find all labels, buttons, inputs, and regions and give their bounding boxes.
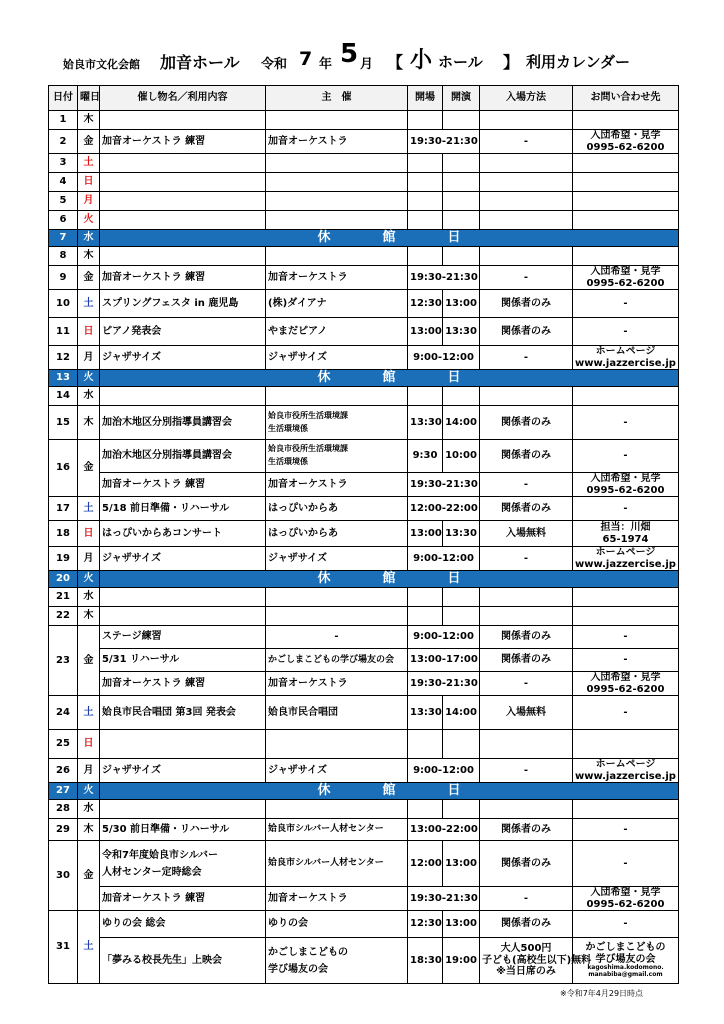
event-host xyxy=(266,440,408,473)
weekday: 金 xyxy=(78,130,100,154)
day-number: 26 xyxy=(49,759,78,783)
header-entry: 入場方法 xyxy=(480,86,573,111)
table-row xyxy=(49,547,679,571)
entry-method: 関係者のみ xyxy=(480,440,573,473)
open-time: 12:00 xyxy=(408,841,443,887)
table-row xyxy=(49,911,679,938)
weekday: 木 xyxy=(78,406,100,440)
day-number: 16 xyxy=(49,440,78,497)
event-time: 12:00-22:00 xyxy=(408,497,480,521)
year-suffix: 年 xyxy=(319,57,333,72)
event-host: 姶良市民合唱団 xyxy=(266,696,408,730)
weekday: 土 xyxy=(78,911,100,984)
contact-line: ホームページ xyxy=(595,346,656,357)
open-time: 13:30 xyxy=(408,696,443,730)
contact xyxy=(573,521,679,547)
event-host: かごしまこどもの学び場友の会 xyxy=(266,649,408,672)
month-number: 5 xyxy=(340,39,359,69)
open-time: 13:00 xyxy=(408,521,443,547)
event-name: 加音オーケストラ 練習 xyxy=(100,130,266,154)
closed-row xyxy=(49,783,679,800)
era-label: 令和 xyxy=(261,57,288,72)
open-time: 13:30 xyxy=(408,406,443,440)
contact-line: 0995-62-6200 xyxy=(586,277,665,289)
event-host: ジャザサイズ xyxy=(266,759,408,783)
closed-char: 日 xyxy=(447,369,461,385)
day-number: 28 xyxy=(49,800,78,819)
event-name-line: 令和7年度姶良市シルバー xyxy=(102,849,219,861)
event-host: やまだピアノ xyxy=(266,318,408,346)
entry-method: 関係者のみ xyxy=(480,406,573,440)
contact: - xyxy=(573,841,679,887)
calendar-title xyxy=(0,39,724,76)
contact-line: 入団希望・見学 xyxy=(590,130,661,141)
closed-char: 休 xyxy=(317,229,331,245)
weekday: 土 xyxy=(78,154,100,173)
event-host: (株)ダイアナ xyxy=(266,290,408,318)
contact-line: 65-1974 xyxy=(602,533,649,545)
closed-char: 館 xyxy=(382,229,396,245)
day-number: 31 xyxy=(49,911,78,984)
day-number: 8 xyxy=(49,247,78,266)
header-event: 催し物名／利用内容 xyxy=(100,86,266,111)
contact xyxy=(573,473,679,497)
weekday: 水 xyxy=(78,588,100,607)
start-time: 13:30 xyxy=(443,521,480,547)
contact-line: 0995-62-6200 xyxy=(586,898,665,910)
event-host: 加音オーケストラ xyxy=(266,887,408,911)
event-time: 19:30-21:30 xyxy=(408,266,480,290)
entry-method: - xyxy=(480,266,573,290)
entry-method: 入場無料 xyxy=(480,521,573,547)
weekday: 日 xyxy=(78,173,100,192)
event-name: 加音オーケストラ 練習 xyxy=(100,473,266,497)
event-host: 加音オーケストラ xyxy=(266,473,408,497)
month-suffix: 月 xyxy=(360,57,374,72)
start-time: 13:30 xyxy=(443,318,480,346)
table-row xyxy=(49,346,679,370)
closed-row xyxy=(49,571,679,588)
contact: - xyxy=(573,649,679,672)
table-row xyxy=(49,841,679,887)
day-number: 17 xyxy=(49,497,78,521)
open-time: 12:30 xyxy=(408,290,443,318)
closed-label xyxy=(100,230,679,247)
event-name: 加音オーケストラ 練習 xyxy=(100,266,266,290)
table-row xyxy=(49,473,679,497)
event-host: 加音オーケストラ xyxy=(266,266,408,290)
contact-line: 入団希望・見学 xyxy=(590,266,661,277)
event-name: 5/18 前日準備・リハーサル xyxy=(100,497,266,521)
table-row xyxy=(49,173,679,192)
table-row xyxy=(49,819,679,841)
contact: - xyxy=(573,440,679,473)
closed-label xyxy=(100,783,679,800)
event-name: 加治木地区分別指導員講習会 xyxy=(100,406,266,440)
event-time: 9:00-12:00 xyxy=(408,626,480,649)
contact-line: ホームページ xyxy=(595,759,656,770)
event-host: ゆりの会 xyxy=(266,911,408,938)
closed-char: 休 xyxy=(317,570,331,586)
table-row xyxy=(49,440,679,473)
weekday: 木 xyxy=(78,247,100,266)
contact-line: ホームページ xyxy=(595,547,656,558)
event-host: 姶良市シルバー人材センター xyxy=(266,841,408,887)
weekday: 月 xyxy=(78,346,100,370)
event-host: - xyxy=(266,626,408,649)
event-time: 19:30-21:30 xyxy=(408,130,480,154)
weekday: 火 xyxy=(78,211,100,230)
day-number: 1 xyxy=(49,111,78,130)
header-row xyxy=(49,86,679,111)
event-name: ジャザサイズ xyxy=(100,547,266,571)
host-line: 姶良市役所生活環境課 xyxy=(268,444,348,454)
calendar-label: 利用カレンダー xyxy=(526,53,631,71)
closed-char: 館 xyxy=(382,570,396,586)
contact xyxy=(573,759,679,783)
year-number: 7 xyxy=(299,48,313,70)
header-open: 開場 xyxy=(408,86,443,111)
event-name-line: 人材センター定時総会 xyxy=(102,866,202,878)
day-number: 11 xyxy=(49,318,78,346)
weekday: 日 xyxy=(78,521,100,547)
contact: - xyxy=(573,497,679,521)
hall-word: ホール xyxy=(438,53,483,71)
event-name xyxy=(100,841,266,887)
event-name: ピアノ発表会 xyxy=(100,318,266,346)
entry-method: 関係者のみ xyxy=(480,497,573,521)
entry-method: 関係者のみ xyxy=(480,318,573,346)
table-row xyxy=(49,759,679,783)
event-name: ジャザサイズ xyxy=(100,759,266,783)
closed-char: 日 xyxy=(447,570,461,586)
event-time: 19:30-21:30 xyxy=(408,473,480,497)
start-time: 14:00 xyxy=(443,406,480,440)
contact xyxy=(573,672,679,696)
contact xyxy=(573,266,679,290)
day-number: 21 xyxy=(49,588,78,607)
contact-line: www.jazzercise.jp xyxy=(575,770,676,782)
entry-method: - xyxy=(480,547,573,571)
day-number: 20 xyxy=(49,571,78,588)
entry-method: - xyxy=(480,672,573,696)
weekday: 水 xyxy=(78,230,100,247)
table-row xyxy=(49,497,679,521)
entry-method: - xyxy=(480,759,573,783)
contact: - xyxy=(573,626,679,649)
day-number: 30 xyxy=(49,841,78,911)
contact: - xyxy=(573,696,679,730)
contact-line: manabiba@gmail.com xyxy=(588,971,663,978)
contact-line: かごしまこどもの xyxy=(585,942,666,954)
table-row xyxy=(49,696,679,730)
weekday: 金 xyxy=(78,266,100,290)
open-time: 13:00 xyxy=(408,318,443,346)
weekday: 土 xyxy=(78,497,100,521)
event-time: 13:00-22:00 xyxy=(408,819,480,841)
day-number: 6 xyxy=(49,211,78,230)
entry-line: 子ども(高校生以下)無料 xyxy=(482,954,592,966)
event-name: 「夢みる校長先生」上映会 xyxy=(100,938,266,984)
table-row xyxy=(49,649,679,672)
closed-char: 日 xyxy=(447,782,461,798)
day-number: 24 xyxy=(49,696,78,730)
closed-char: 休 xyxy=(317,782,331,798)
weekday: 水 xyxy=(78,387,100,406)
closed-char: 休 xyxy=(317,369,331,385)
closed-char: 館 xyxy=(382,782,396,798)
table-row xyxy=(49,626,679,649)
start-time: 19:00 xyxy=(443,938,480,984)
weekday: 水 xyxy=(78,800,100,819)
closed-row xyxy=(49,230,679,247)
day-number: 4 xyxy=(49,173,78,192)
day-number: 14 xyxy=(49,387,78,406)
event-name: 姶良市民合唱団 第3回 発表会 xyxy=(100,696,266,730)
table-row xyxy=(49,154,679,173)
entry-method: - xyxy=(480,130,573,154)
open-time: 18:30 xyxy=(408,938,443,984)
start-time: 13:00 xyxy=(443,290,480,318)
contact-line: www.jazzercise.jp xyxy=(575,357,676,369)
event-name: 加音オーケストラ 練習 xyxy=(100,887,266,911)
event-host: 姶良市シルバー人材センター xyxy=(266,819,408,841)
weekday: 火 xyxy=(78,571,100,588)
host-line: 生活環境係 xyxy=(268,423,308,433)
table-row xyxy=(49,130,679,154)
day-number: 23 xyxy=(49,626,78,696)
contact: - xyxy=(573,318,679,346)
day-number: 25 xyxy=(49,730,78,759)
table-row xyxy=(49,588,679,607)
event-time: 13:00-17:00 xyxy=(408,649,480,672)
header-start: 開演 xyxy=(443,86,480,111)
header-host: 主 催 xyxy=(266,86,408,111)
weekday: 日 xyxy=(78,318,100,346)
header-contact: お問い合わせ先 xyxy=(573,86,679,111)
weekday: 月 xyxy=(78,547,100,571)
header-weekday: 曜日 xyxy=(78,86,100,111)
weekday: 土 xyxy=(78,696,100,730)
event-name: ゆりの会 総会 xyxy=(100,911,266,938)
contact: - xyxy=(573,911,679,938)
table-row xyxy=(49,521,679,547)
contact xyxy=(573,130,679,154)
bracket-left: 【 xyxy=(387,53,404,72)
weekday: 火 xyxy=(78,783,100,800)
entry-line: ※当日席のみ xyxy=(496,966,556,978)
contact: - xyxy=(573,406,679,440)
table-row xyxy=(49,192,679,211)
contact-line: 入団希望・見学 xyxy=(590,672,661,683)
table-row xyxy=(49,607,679,626)
entry-method: - xyxy=(480,473,573,497)
start-time: 13:00 xyxy=(443,911,480,938)
day-number: 9 xyxy=(49,266,78,290)
day-number: 2 xyxy=(49,130,78,154)
event-host: はっぴいからあ xyxy=(266,521,408,547)
table-row xyxy=(49,387,679,406)
event-name: 加音オーケストラ 練習 xyxy=(100,672,266,696)
day-number: 15 xyxy=(49,406,78,440)
contact-line: 学び場友の会 xyxy=(595,953,656,965)
usage-calendar-table xyxy=(48,85,679,984)
start-time: 14:00 xyxy=(443,696,480,730)
event-host: ジャザサイズ xyxy=(266,346,408,370)
table-row xyxy=(49,111,679,130)
event-host xyxy=(266,938,408,984)
table-row xyxy=(49,887,679,911)
event-name: 5/30 前日準備・リハーサル xyxy=(100,819,266,841)
weekday: 火 xyxy=(78,370,100,387)
start-time: 10:00 xyxy=(443,440,480,473)
table-row xyxy=(49,800,679,819)
event-name: 加治木地区分別指導員講習会 xyxy=(100,440,266,473)
weekday: 金 xyxy=(78,440,100,497)
hall-size-label: 小 xyxy=(410,48,433,73)
contact-line: 入団希望・見学 xyxy=(590,473,661,484)
day-number: 18 xyxy=(49,521,78,547)
event-name: はっぴいからあコンサート xyxy=(100,521,266,547)
event-time: 9:00-12:00 xyxy=(408,759,480,783)
table-row xyxy=(49,211,679,230)
start-time: 13:00 xyxy=(443,841,480,887)
event-time: 19:30-21:30 xyxy=(408,887,480,911)
day-number: 12 xyxy=(49,346,78,370)
event-host xyxy=(266,406,408,440)
open-time: 12:30 xyxy=(408,911,443,938)
event-time: 9:00-12:00 xyxy=(408,547,480,571)
day-number: 3 xyxy=(49,154,78,173)
host-line: 生活環境係 xyxy=(268,457,308,466)
entry-line: 大人500円 xyxy=(500,943,552,955)
contact xyxy=(573,346,679,370)
day-number: 19 xyxy=(49,547,78,571)
entry-method: 関係者のみ xyxy=(480,911,573,938)
day-number: 29 xyxy=(49,819,78,841)
weekday: 木 xyxy=(78,819,100,841)
header-date: 日付 xyxy=(49,86,78,111)
day-number: 13 xyxy=(49,370,78,387)
contact xyxy=(573,547,679,571)
entry-method: 関係者のみ xyxy=(480,649,573,672)
table-row xyxy=(49,672,679,696)
day-number: 7 xyxy=(49,230,78,247)
contact-line: 担当：川畑 xyxy=(600,522,651,533)
closed-char: 館 xyxy=(382,369,396,385)
event-name: 5/31 リハーサル xyxy=(100,649,266,672)
table-row xyxy=(49,406,679,440)
entry-method: - xyxy=(480,887,573,911)
event-host: はっぴいからあ xyxy=(266,497,408,521)
table-row xyxy=(49,318,679,346)
weekday: 金 xyxy=(78,841,100,911)
day-number: 22 xyxy=(49,607,78,626)
host-line: 姶良市役所生活環境課 xyxy=(268,410,348,420)
entry-method: 関係者のみ xyxy=(480,819,573,841)
hall-name: 加音ホール xyxy=(160,53,240,72)
event-name: スプリングフェスタ in 鹿児島 xyxy=(100,290,266,318)
event-name: ジャザサイズ xyxy=(100,346,266,370)
contact xyxy=(573,887,679,911)
entry-method xyxy=(480,938,592,984)
entry-method: 関係者のみ xyxy=(480,841,573,887)
open-time: 9:30 xyxy=(408,440,443,473)
weekday: 日 xyxy=(78,730,100,759)
event-host: ジャザサイズ xyxy=(266,547,408,571)
weekday: 土 xyxy=(78,290,100,318)
event-host: 加音オーケストラ xyxy=(266,672,408,696)
day-number: 10 xyxy=(49,290,78,318)
table-row xyxy=(49,247,679,266)
contact: - xyxy=(573,819,679,841)
table-row xyxy=(49,938,679,984)
contact-line: kagoshima.kodomono. xyxy=(587,964,664,972)
closed-label xyxy=(100,370,679,387)
day-number: 5 xyxy=(49,192,78,211)
contact-line: 0995-62-6200 xyxy=(586,683,665,695)
closed-char: 日 xyxy=(447,229,461,245)
entry-method: 入場無料 xyxy=(480,696,573,730)
contact-line: www.jazzercise.jp xyxy=(575,558,676,570)
contact-line: 0995-62-6200 xyxy=(586,484,665,496)
org-name: 姶良市文化会館 xyxy=(63,58,140,71)
event-time: 19:30-21:30 xyxy=(408,672,480,696)
entry-method: 関係者のみ xyxy=(480,626,573,649)
table-row xyxy=(49,266,679,290)
event-name: ステージ練習 xyxy=(100,626,266,649)
bracket-right: 】 xyxy=(503,53,520,72)
weekday: 月 xyxy=(78,759,100,783)
contact-line: 0995-62-6200 xyxy=(586,141,665,153)
weekday: 月 xyxy=(78,192,100,211)
event-time: 9:00-12:00 xyxy=(408,346,480,370)
host-line: 学び場友の会 xyxy=(268,963,328,975)
contact-line: 入団希望・見学 xyxy=(590,887,661,898)
weekday: 木 xyxy=(78,111,100,130)
table-row xyxy=(49,290,679,318)
closed-label xyxy=(100,571,679,588)
weekday: 木 xyxy=(78,607,100,626)
closed-row xyxy=(49,370,679,387)
as-of-note: ※令和7年4月29日時点 xyxy=(560,989,644,998)
entry-method: - xyxy=(480,346,573,370)
event-host: 加音オーケストラ xyxy=(266,130,408,154)
entry-method: 関係者のみ xyxy=(480,290,573,318)
table-row xyxy=(49,730,679,759)
day-number: 27 xyxy=(49,783,78,800)
contact: - xyxy=(573,290,679,318)
host-line: かごしまこどもの xyxy=(268,946,348,958)
weekday: 金 xyxy=(78,626,100,696)
